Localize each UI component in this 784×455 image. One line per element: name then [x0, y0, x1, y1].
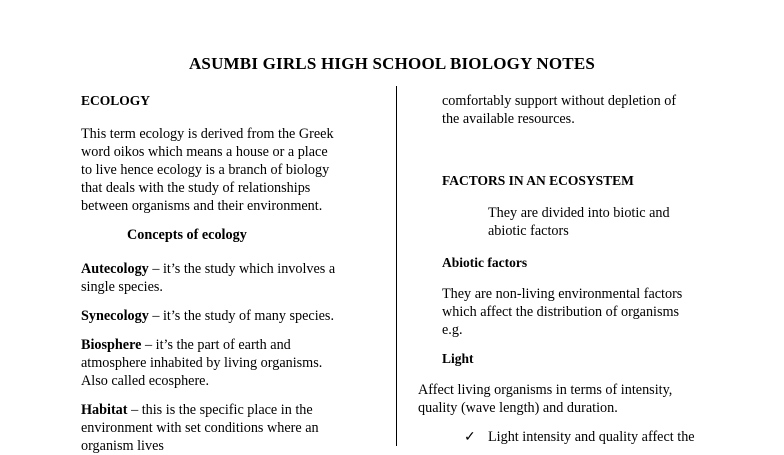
body-text: e.g. — [442, 322, 463, 338]
page-title: ASUMBI GIRLS HIGH SCHOOL BIOLOGY NOTES — [188, 54, 596, 73]
body-text: comfortably support without depletion of — [442, 93, 677, 109]
definition-text: environment with set conditions where an — [81, 420, 319, 436]
left-column — [81, 92, 381, 455]
light-description — [418, 381, 742, 417]
intro-line: This term ecology is derived from the Greek — [81, 126, 334, 142]
definition-text: – it’s the study of many species. — [148, 308, 334, 324]
intro-line: that deals with the study of relationships — [81, 180, 311, 196]
synecology-definition — [81, 307, 381, 325]
light-heading: Light — [442, 351, 474, 366]
autecology-term: Autecology — [81, 261, 149, 277]
carrying-capacity-continuation — [442, 92, 742, 128]
ecology-intro — [81, 125, 381, 215]
habitat-definition — [81, 401, 381, 455]
intro-line: to live hence ecology is a branch of biology — [81, 162, 330, 178]
light-check-item — [442, 428, 742, 446]
intro-line: between organisms and their environment. — [81, 198, 323, 214]
ecology-heading: ECOLOGY — [81, 93, 151, 108]
right-column — [418, 92, 742, 446]
body-text: quality (wave length) and duration. — [418, 400, 618, 416]
autecology-definition — [81, 260, 381, 296]
body-text: Affect living organisms in terms of intensity, — [418, 382, 673, 398]
factors-description — [442, 204, 742, 240]
intro-line: word oikos which means a house or a place — [81, 144, 328, 160]
definition-text: Also called ecosphere. — [81, 373, 210, 389]
abiotic-description — [442, 285, 742, 339]
body-text: the available resources. — [442, 111, 575, 127]
concepts-heading: Concepts of ecology — [127, 227, 247, 243]
body-text: They are divided into biotic and — [488, 205, 670, 221]
factors-heading: FACTORS IN AN ECOSYSTEM — [442, 173, 634, 188]
definition-text: – it’s the part of earth and — [141, 337, 291, 353]
biosphere-term: Biosphere — [81, 337, 142, 353]
column-divider — [396, 86, 397, 446]
body-text: They are non-living environmental factors — [442, 286, 683, 302]
definition-text: organism lives — [81, 438, 164, 454]
body-text: which affect the distribution of organisms — [442, 304, 680, 320]
biosphere-definition — [81, 336, 381, 390]
body-text: abiotic factors — [488, 223, 569, 239]
checkmark-icon: ✓ — [464, 429, 476, 445]
definition-text: – this is the specific place in the — [127, 402, 313, 418]
definition-text: single species. — [81, 279, 163, 295]
habitat-term: Habitat — [81, 402, 128, 418]
synecology-term: Synecology — [81, 308, 149, 324]
definition-text: – it’s the study which involves a — [148, 261, 336, 277]
body-text: Light intensity and quality affect the — [488, 429, 695, 445]
abiotic-heading: Abiotic factors — [442, 255, 528, 270]
definition-text: atmosphere inhabited by living organisms. — [81, 355, 323, 371]
